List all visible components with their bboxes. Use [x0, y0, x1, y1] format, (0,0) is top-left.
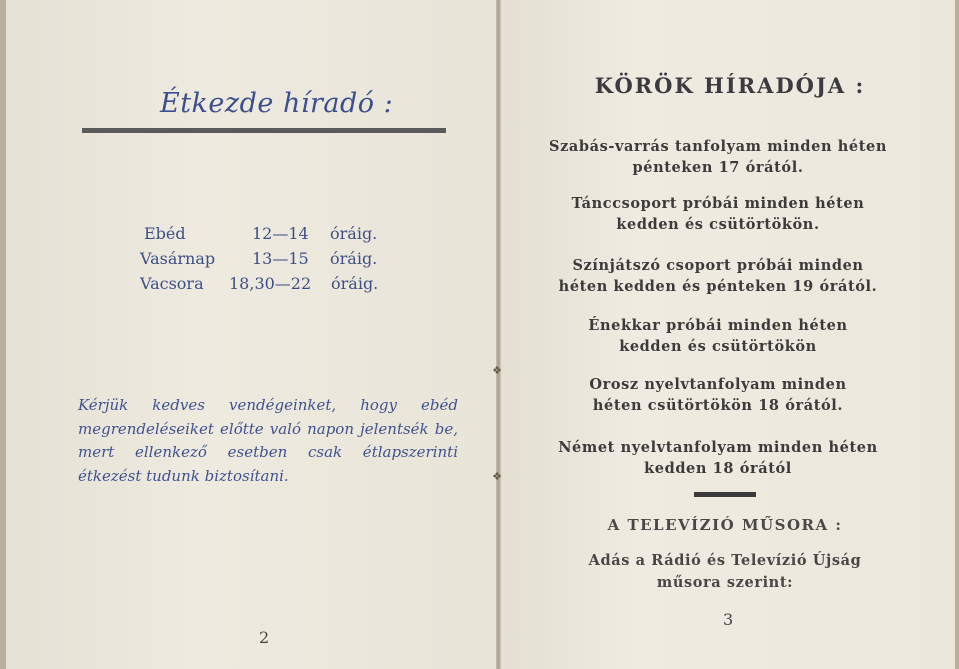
title-divider	[82, 128, 446, 133]
announcement-line: pénteken 17 órától.	[632, 159, 804, 176]
staple-icon: ❖	[492, 470, 502, 483]
meal-time: 13—15	[252, 249, 309, 268]
announcement-line: Orosz nyelvtanfolyam minden	[589, 376, 847, 393]
order-notice: Kérjük kedves vendégeinket, hogy ebéd megrendeléseiket előtte való napon jelentsék be, mert ellenkező esetben csak étlapszerinti étkezést tudunk biztosítani.	[78, 396, 458, 485]
meal-name: Vasárnap	[140, 249, 216, 268]
page-title-korok: KÖRÖK HÍRADÓJA :	[594, 73, 866, 98]
meal-unit: óráig.	[330, 249, 378, 268]
announcement	[530, 374, 906, 416]
meal-unit: óráig.	[331, 274, 379, 293]
announcement-line: kedden 18 órától	[644, 460, 792, 477]
page-title-etkezde: Étkezde híradó :	[160, 88, 394, 119]
announcement-line: Német nyelvtanfolyam minden héten	[558, 439, 878, 456]
announcement	[530, 315, 906, 357]
announcement-line: héten csütörtökön 18 órától.	[592, 397, 844, 414]
hours-row	[140, 274, 400, 299]
tv-section-text	[540, 550, 910, 594]
announcement	[530, 136, 906, 178]
hours-row	[140, 249, 400, 274]
page-number-left: 2	[259, 628, 270, 647]
meal-time: 12—14	[252, 224, 309, 243]
announcement-line: héten kedden és pénteken 19 órától.	[558, 278, 878, 295]
announcement	[530, 437, 906, 479]
hours-row	[140, 224, 400, 249]
meal-time: 18,30—22	[229, 274, 312, 293]
page-number-right: 3	[723, 610, 734, 629]
tv-section-title: A TELEVÍZIÓ MŰSORA :	[607, 516, 843, 534]
opening-hours	[140, 224, 400, 299]
announcement	[530, 193, 906, 235]
staple-icon: ❖	[492, 364, 502, 377]
announcement-line: Tánccsoport próbái minden héten	[571, 195, 865, 212]
announcement-line: kedden és csütörtökön.	[616, 216, 820, 233]
tv-line: Adás a Rádió és Televízió Újság	[588, 552, 862, 569]
meal-name: Ebéd	[144, 224, 186, 243]
announcement-line: Szabás-varrás tanfolyam minden héten	[549, 138, 887, 155]
meal-unit: óráig.	[330, 224, 378, 243]
announcement-line: kedden és csütörtökön	[619, 338, 817, 355]
section-divider	[694, 492, 756, 497]
booklet-spine	[496, 0, 501, 669]
meal-name: Vacsora	[140, 274, 204, 293]
announcement-line: Énekkar próbái minden héten	[588, 317, 848, 334]
tv-line: műsora szerint:	[656, 574, 794, 591]
announcement	[530, 255, 906, 297]
announcement-line: Színjátszó csoport próbái minden	[572, 257, 864, 274]
